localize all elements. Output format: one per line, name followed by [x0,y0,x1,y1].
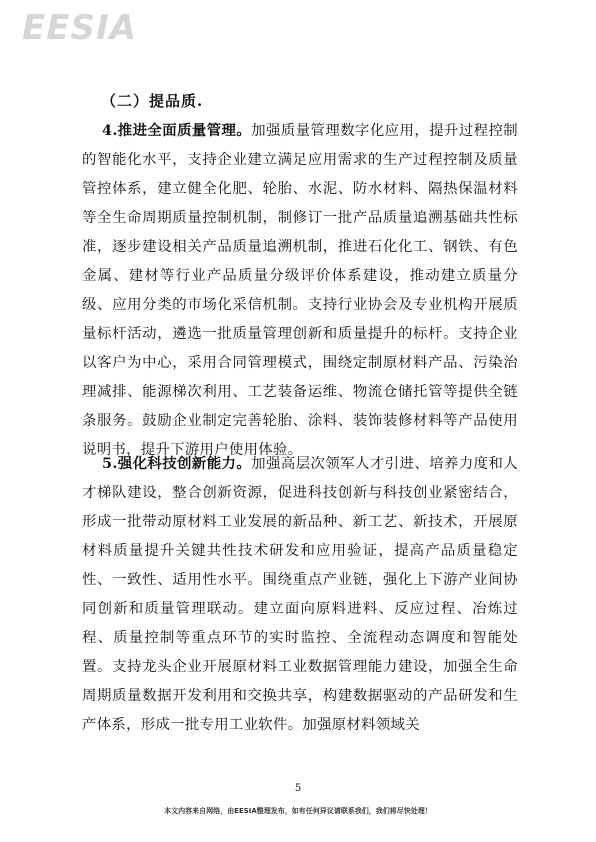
page-number: 5 [294,783,302,794]
eesia-watermark-logo: EESIA [22,8,137,48]
paragraph-innovation [82,449,518,740]
paragraph-quality-management [82,116,518,465]
paragraph-body: 加强质量管理数字化应用，提升过程控制的智能化水平，支持企业建立满足应用需求的生产过程控制及质量管控体系，建立健全化肥、轮胎、水泥、防水材料、隔热保温材料等全生命周期质量控制机制，制修订一批产品质量追溯基础共性标准，逐步建设相关产品质量追溯机制，推进石化化工、钢铁、有色金属、建材等行业产品质量分级评价体系建设，推动建立质量分级、应用分类的市场化采信机制。支持行业协会及专业机构开展质量标杆活动，遴选一批质量管理创新和质量提升的标杆。支持企业以客户为中心，采用合同管理模式，围绕定制原材料产品、污染治理减排、能源梯次利用、工艺装备运维、物流仓储托管等提供全链条服务。鼓励企业制定完善轮胎、涂料、装饰装修材料等产品使用说明书，提升下游用户使用体验。 [82,123,518,458]
paragraph-lead: 4.推进全面质量管理。 [102,122,252,139]
paragraph-body: 加强高层次领军人才引进、培养力度和人才梯队建设，整合创新资源，促进科技创新与科技创业紧密结合，形成一批带动原材料工业发展的新品种、新工艺、新技术，开展原材料质量提升关键共性技术研发和应用验证，提高产品质量稳定性、一致性、适用性水平。围绕重点产业链，强化上下游产业间协同创新和质量管理联动。建立面向原料进料、反应过程、冶炼过程、质量控制等重点环节的实时监控、全流程动态调度和智能处置。支持龙头企业开展原材料工业数据管理能力建设，加强全生命周期质量数据开发利用和交换共享，构建数据驱动的产品研发和生产体系，形成一批专用工业软件。加强原材料领域关 [82,456,518,733]
paragraph-lead: 5.强化科技创新能力。 [102,455,252,472]
footer-notice: 本文内容来自网络，由EESIA整理发布，如有任何异议请联系我们，我们将尽快处理！ [164,807,432,815]
section-heading: （二）提品质. [101,92,204,110]
